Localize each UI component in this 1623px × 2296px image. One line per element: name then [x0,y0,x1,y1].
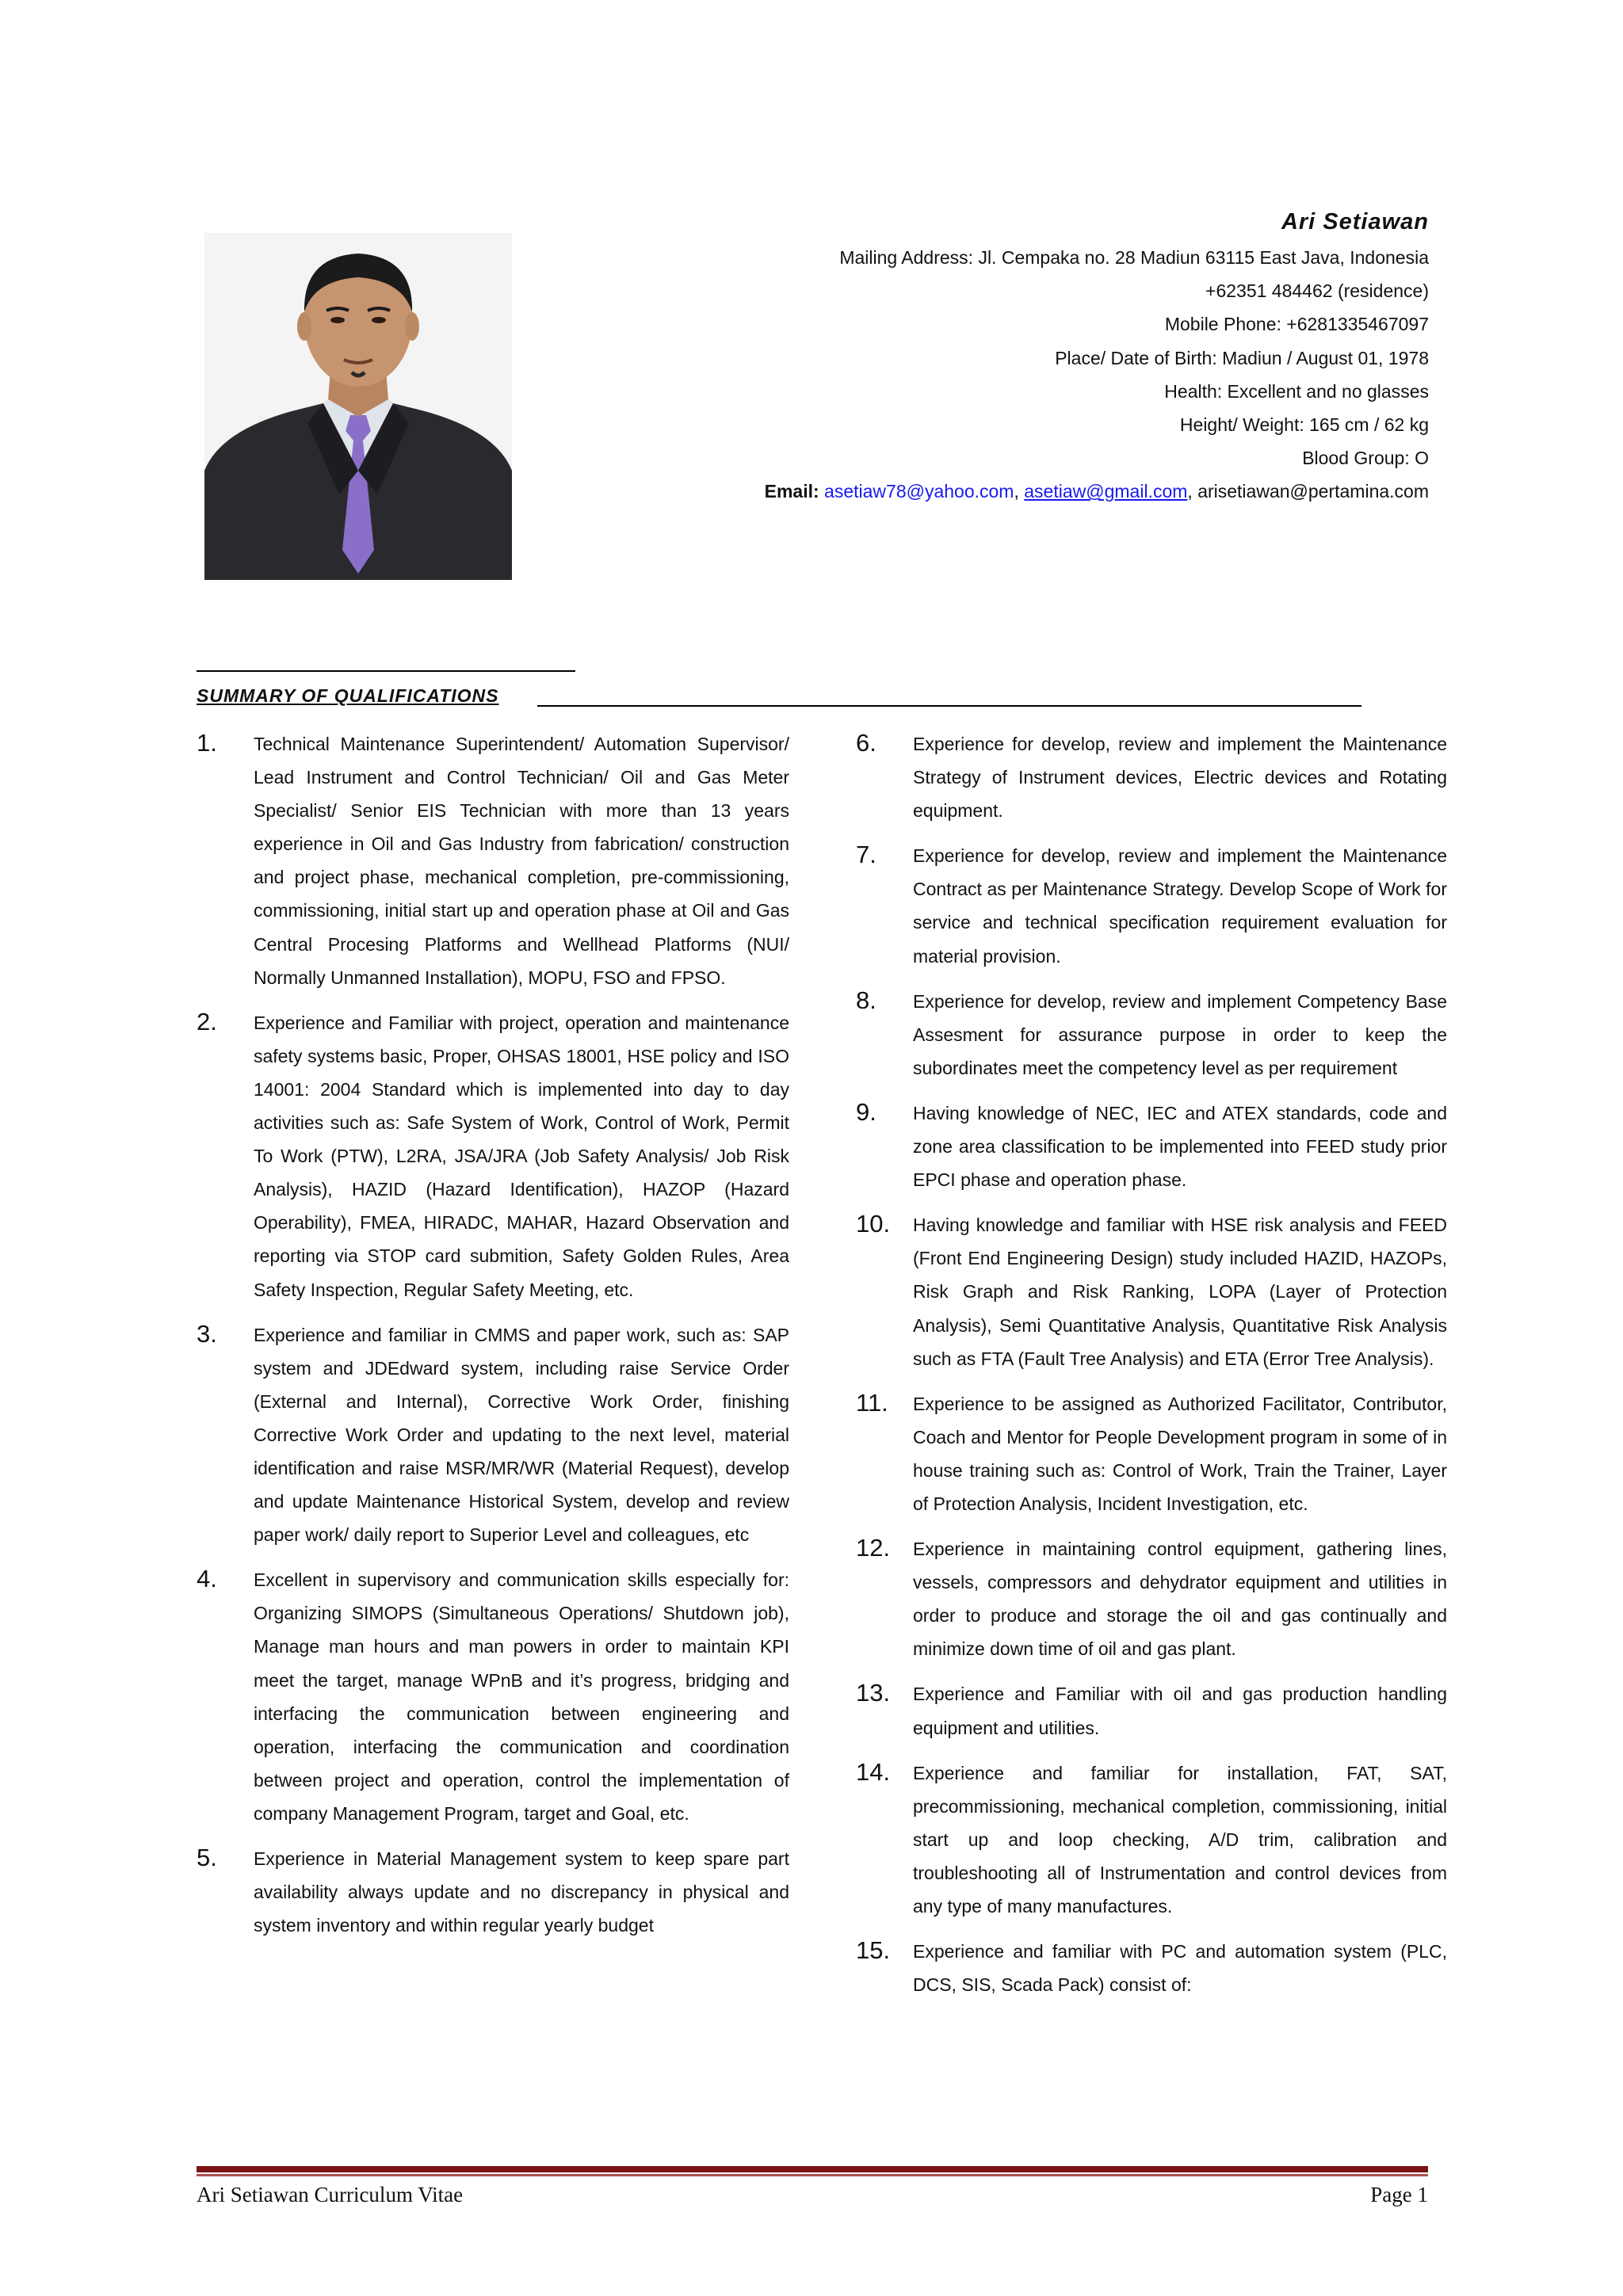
item-number: 9. [856,1097,876,1126]
item-text: Experience for develop, review and implement the Maintenance Strategy of Instrument devices, Electric devices and Rotating equipment. [913,734,1447,822]
item-number: 2. [197,1007,217,1035]
page-number: Page 1 [1370,2183,1428,2206]
qualification-item [856,1677,1447,1744]
item-text: Excellent in supervisory and communication skills especially for: Organizing SIMOPS (Simultaneous Operations/ Shutdown job), Manage man hours and man powers in order to maintain KPI meet the target, manage WPnB and it’s progress, bridging and interfacing the communication between engineering and operation, interfacing the communication and coordination between project and operation, control the implementation of company Management Program, target and Goal, etc. [254,1569,789,1824]
mobile-phone: Mobile Phone: +6281335467097 [1164,314,1429,335]
birth-info: Place/ Date of Birth: Madiun / August 01, 1978 [1055,347,1429,368]
qualification-item [856,1532,1447,1665]
item-number: 13. [856,1679,891,1707]
section-title-rule [537,705,1361,707]
footer-rule-thin [197,2174,1428,2176]
email-line [478,475,1429,508]
qualifications-left-column [197,727,789,1954]
qualification-item [197,1006,789,1306]
item-text: Technical Maintenance Superintendent/ Automation Supervisor/ Lead Instrument and Control Technician/ Oil and Gas Meter Specialist/ Senior EIS Technician with more than 13 years experience in Oil and Gas Industry from fabrication/ construction and project phase, mechanical completion, pre-commissioning, commissioning, initial start up and operation phase at Oil and Gas Central Procesing Platforms and Wellhead Platforms (NUI/ Normally Unmanned Installation), MOPU, FSO and FPSO. [254,734,789,988]
qualification-item [856,985,1447,1085]
email-label: Email: [764,481,819,502]
item-text: Experience in maintaining control equipment, gathering lines, vessels, compressors and dehydrator equipment and utilities in order to produce and storage the oil and gas continually and minimize down time of oil and gas plant. [913,1539,1447,1660]
email-separator: , [1187,481,1198,502]
qualification-item [197,727,789,994]
qualification-item [856,727,1447,827]
item-number: 7. [856,841,876,869]
profile-photo [204,233,512,580]
item-text: Having knowledge and familiar with HSE risk analysis and FEED (Front End Engineering Design) study included HAZID, HAZOPs, Risk Graph and Risk Ranking, LOPA (Layer of Protection Analysis), Semi Quantitative Analysis, Quantitative Risk Analysis such as FTA (Fault Tree Analysis) and ETA (Error Tree Analysis). [913,1215,1447,1369]
email-pertamina: arisetiawan@pertamina.com [1197,481,1429,502]
qualification-item [856,839,1447,972]
item-text: Having knowledge of NEC, IEC and ATEX standards, code and zone area classification to be implemented into FEED study prior EPCI phase and operation phase. [913,1102,1447,1191]
item-text: Experience in Material Management system to keep spare part availability always update and no discrepancy in physical and system inventory and within regular yearly budget [254,1848,789,1936]
qualification-item [197,1318,789,1552]
footer-title: Ari Setiawan Curriculum Vitae [197,2183,464,2206]
qualification-item [856,1387,1447,1520]
item-text: Experience and familiar in CMMS and paper work, such as: SAP system and JDEdward system, including raise Service Order (External and Internal), Corrective Work Order, finishing Corrective Work Order and updating to the next level, material identification and raise MSR/MR/WR (Material Request), develop and update Maintenance Historical System, develop and review paper work/ daily report to Superior Level and colleagues, etc [254,1324,789,1546]
footer-rule [197,2166,1428,2172]
item-number: 3. [197,1319,217,1348]
item-text: Experience and Familiar with project, operation and maintenance safety systems basic, Proper, OHSAS 18001, HSE policy and ISO 14001: 2004 Standard which is implemented into day to day activities such as: Safe System of Work, Control of Work, Permit To Work (PTW), L2RA, JSA/JRA (Job Safety Analysis/ Job Risk Analysis), HAZID (Hazard Identification), HAZOP (Hazard Operability), FMEA, HIRADC, MAHAR, Hazard Observation and reporting via STOP card submition, Safety Golden Rules, Area Safety Inspection, Regular Safety Meeting, etc. [254,1012,789,1300]
height-weight: Height/ Weight: 165 cm / 62 kg [1179,414,1429,436]
health-info: Health: Excellent and no glasses [1164,380,1429,402]
item-number: 5. [197,1844,217,1871]
residence-phone: +62351 484462 (residence) [1205,280,1429,302]
email-link-gmail[interactable]: asetiaw@gmail.com [1024,481,1188,502]
blood-group: Blood Group: O [1302,448,1429,469]
section-top-rule [197,670,575,672]
qualification-item [856,1208,1447,1375]
item-text: Experience for develop, review and implement the Maintenance Contract as per Maintenance Strategy. Develop Scope of Work for service and technical specification requirement evaluation for material provision. [913,845,1447,967]
qualification-item [197,1842,789,1942]
item-text: Experience and familiar for installation, FAT, SAT, precommissioning, mechanical completion, commissioning, initial start up and loop checking, A/D trim, calibration and troubleshooting all of Instrumentation and control devices from any type of many manufactures. [913,1762,1447,1917]
section-title: SUMMARY OF QUALIFICATIONS [197,685,499,706]
qualification-item [856,1756,1447,1923]
item-number: 15. [856,1936,891,1965]
item-text: Experience for develop, review and implement Competency Base Assesment for assurance purpose in order to keep the subordinates meet the competency level as per requirement [913,990,1447,1078]
item-number: 8. [856,986,876,1014]
item-text: Experience to be assigned as Authorized Facilitator, Contributor, Coach and Mentor for People Development program in some of in house training such as: Control of Work, Train the Trainer, Layer of Protection Analysis, Incident Investigation, etc. [913,1393,1447,1514]
email-separator: , [1014,481,1025,502]
item-number: 12. [856,1534,891,1562]
item-number: 1. [197,729,217,757]
email-link-yahoo[interactable]: asetiaw78@yahoo.com [824,481,1014,502]
item-text: Experience and familiar with PC and automation system (PLC, DCS, SIS, Scada Pack) consist of: [913,1941,1447,1996]
qualification-item [856,1935,1447,2001]
mailing-address: Mailing Address: Jl. Cempaka no. 28 Madiun 63115 East Java, Indonesia [839,247,1429,268]
item-number: 6. [856,729,876,757]
item-number: 11. [856,1388,888,1417]
item-text: Experience and Familiar with oil and gas production handling equipment and utilities. [913,1684,1447,1738]
qualification-item [197,1563,789,1830]
item-number: 14. [856,1757,891,1786]
item-number: 4. [197,1565,217,1593]
qualification-item [856,1097,1447,1196]
contact-block [478,208,1429,509]
candidate-name: Ari Setiawan [1281,209,1429,235]
item-number: 10. [856,1210,891,1238]
qualifications-right-column [856,727,1447,2013]
